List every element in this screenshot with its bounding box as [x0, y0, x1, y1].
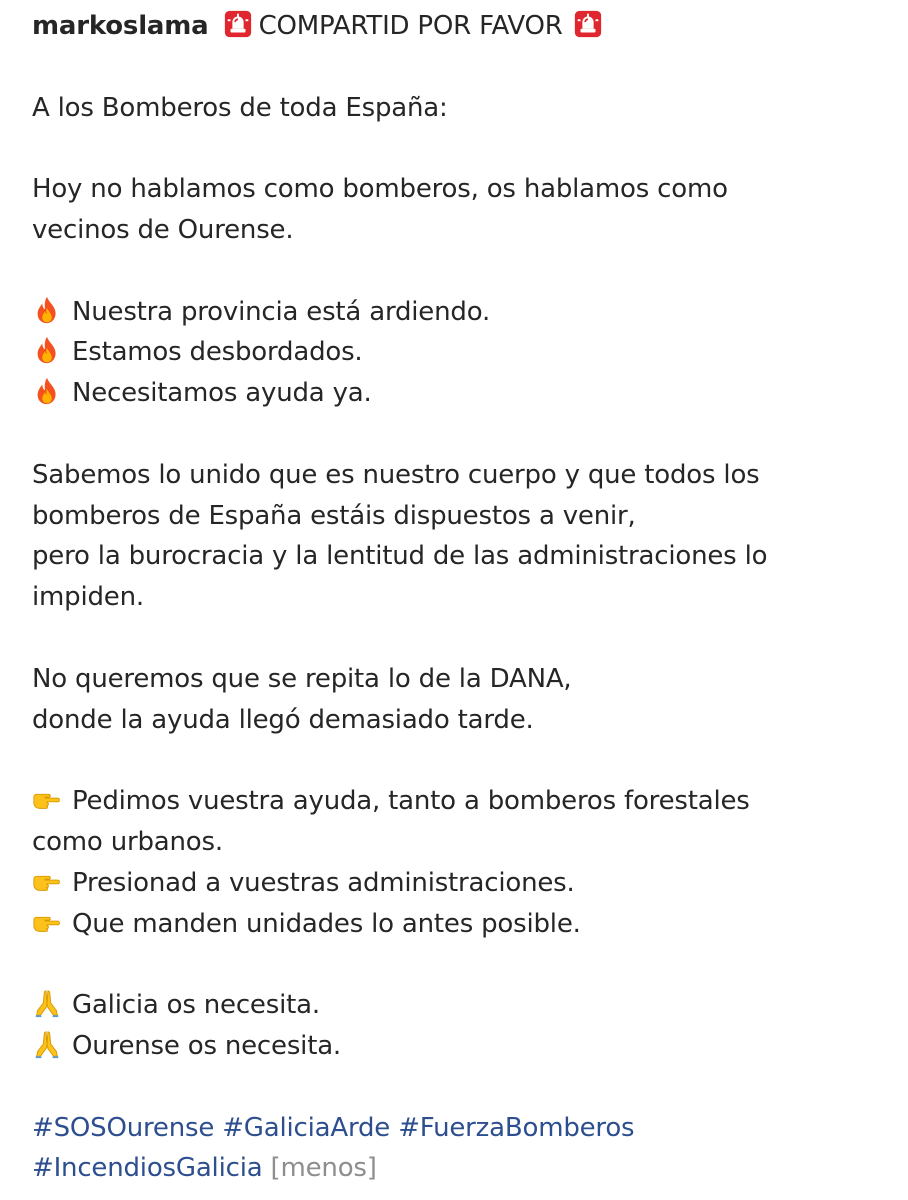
caption-line-intro-2: vecinos de Ourense.	[32, 214, 294, 245]
caption-line-intro-1: Hoy no hablamos como bomberos, os hablamos como	[32, 174, 728, 205]
hashtag-fuerzabomberos-link[interactable]: #FuerzaBomberos	[398, 1112, 635, 1143]
caption-line-pray-1	[32, 985, 882, 1026]
pointing-hand-icon	[32, 907, 66, 937]
caption-line-para-1: Sabemos lo unido que es nuestro cuerpo y que todos los	[32, 459, 760, 490]
hashtag-sosourense-link[interactable]: #SOSOurense	[32, 1112, 215, 1143]
pray-line-text: Galicia os necesita.	[72, 990, 320, 1021]
caption-line-greeting: A los Bomberos de toda España:	[32, 92, 448, 123]
folded-hands-icon	[32, 988, 66, 1018]
caption-line-point-1a	[32, 781, 882, 822]
caption-line-para-3: pero la burocracia y la lentitud de las administraciones lo	[32, 541, 768, 572]
pointing-hand-icon	[32, 866, 66, 896]
point-line-text: Que manden unidades lo antes posible.	[72, 908, 581, 939]
point-line-text: Pedimos vuestra ayuda, tanto a bomberos forestales	[72, 786, 750, 817]
hashtag-line-2	[32, 1148, 882, 1189]
fire-icon	[32, 295, 66, 325]
fire-line-text: Necesitamos ayuda ya.	[72, 378, 372, 409]
fire-line-text: Nuestra provincia está ardiendo.	[72, 296, 491, 327]
less-button[interactable]: [menos]	[270, 1153, 377, 1184]
post-caption	[32, 6, 882, 1189]
caption-headline: COMPARTID POR FAVOR	[258, 11, 563, 41]
caption-line-dana-2: donde la ayuda llegó demasiado tarde.	[32, 704, 534, 735]
caption-header-line	[32, 6, 882, 47]
fire-line-text: Estamos desbordados.	[72, 337, 363, 368]
caption-line-fire-3	[32, 373, 882, 414]
hashtag-line-1	[32, 1108, 882, 1149]
folded-hands-icon	[32, 1029, 66, 1059]
fire-icon	[32, 376, 66, 406]
caption-line-pray-2	[32, 1026, 882, 1067]
caption-line-point-2	[32, 863, 882, 904]
police-light-icon	[573, 9, 607, 39]
caption-line-fire-1	[32, 292, 882, 333]
caption-line-para-2: bomberos de España estáis dispuestos a venir,	[32, 500, 636, 531]
hashtag-incendiosgalicia-link[interactable]: #IncendiosGalicia	[32, 1153, 263, 1184]
point-line-text: Presionad a vuestras administraciones.	[72, 867, 575, 898]
pray-line-text: Ourense os necesita.	[72, 1030, 341, 1061]
police-light-icon	[223, 9, 257, 39]
caption-line-dana-1: No queremos que se repita lo de la DANA,	[32, 663, 572, 694]
fire-icon	[32, 335, 66, 365]
caption-line-point-1b: como urbanos.	[32, 826, 223, 857]
pointing-hand-icon	[32, 784, 66, 814]
caption-line-point-3	[32, 904, 882, 945]
hashtag-galiciaarde-link[interactable]: #GaliciaArde	[222, 1112, 391, 1143]
caption-line-para-4: impiden.	[32, 582, 144, 613]
username-link[interactable]: markoslama	[32, 11, 209, 41]
caption-line-fire-2	[32, 332, 882, 373]
